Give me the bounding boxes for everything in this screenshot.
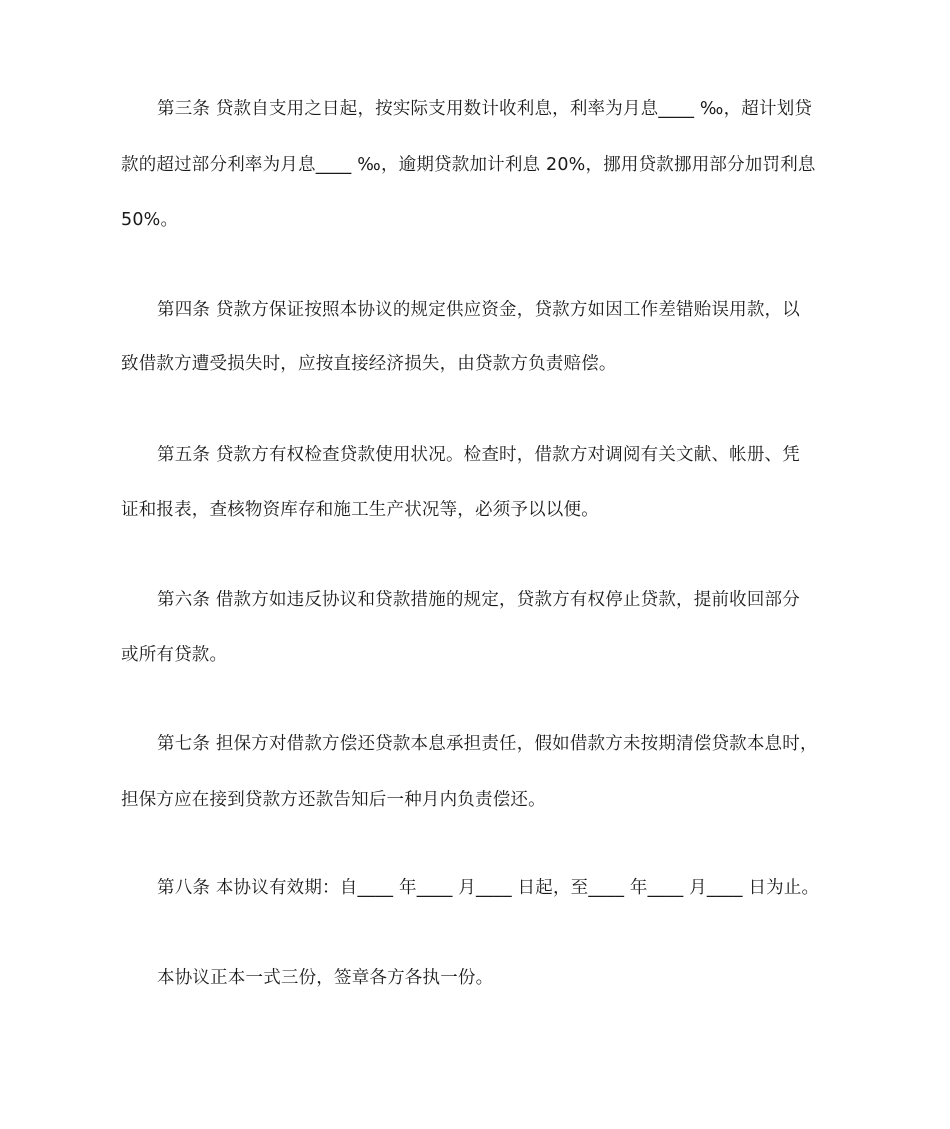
article-8-line-1: 第八条 本协议有效期：自____ 年____ 月____ 日起，至____ 年____ 月____ 日为止。	[157, 878, 820, 898]
article-6-line-2: 或所有贷款。	[121, 645, 228, 665]
article-3-line-2: 款的超过部分利率为月息____ ‰，逾期贷款加计利息 20%，挪用贷款挪用部分加罚利息	[121, 155, 816, 175]
article-7-line-2: 担保方应在接到贷款方还款告知后一种月内负责偿还。	[121, 790, 546, 810]
article-3-line-3: 50%。	[121, 210, 179, 230]
copies-line-1: 本协议正本一式三份，签章各方各执一份。	[157, 968, 494, 988]
article-4-line-2: 致借款方遭受损失时，应按直接经济损失，由贷款方负责赔偿。	[121, 354, 617, 374]
article-6-line-1: 第六条 借款方如违反协议和贷款措施的规定，贷款方有权停止贷款，提前收回部分	[157, 590, 800, 610]
article-3-line-1: 第三条 贷款自支用之日起，按实际支用数计收利息，利率为月息____ ‰，超计划贷	[157, 99, 813, 119]
article-7-line-1: 第七条 担保方对借款方偿还贷款本息承担责任，假如借款方未按期清偿贷款本息时，	[157, 734, 818, 754]
article-5-line-1: 第五条 贷款方有权检查贷款使用状况。检查时，借款方对调阅有关文献、帐册、凭	[157, 445, 800, 465]
article-4-line-1: 第四条 贷款方保证按照本协议的规定供应资金，贷款方如因工作差错贻误用款，以	[157, 300, 800, 320]
article-5-line-2: 证和报表，查核物资库存和施工生产状况等，必须予以以便。	[121, 500, 599, 520]
